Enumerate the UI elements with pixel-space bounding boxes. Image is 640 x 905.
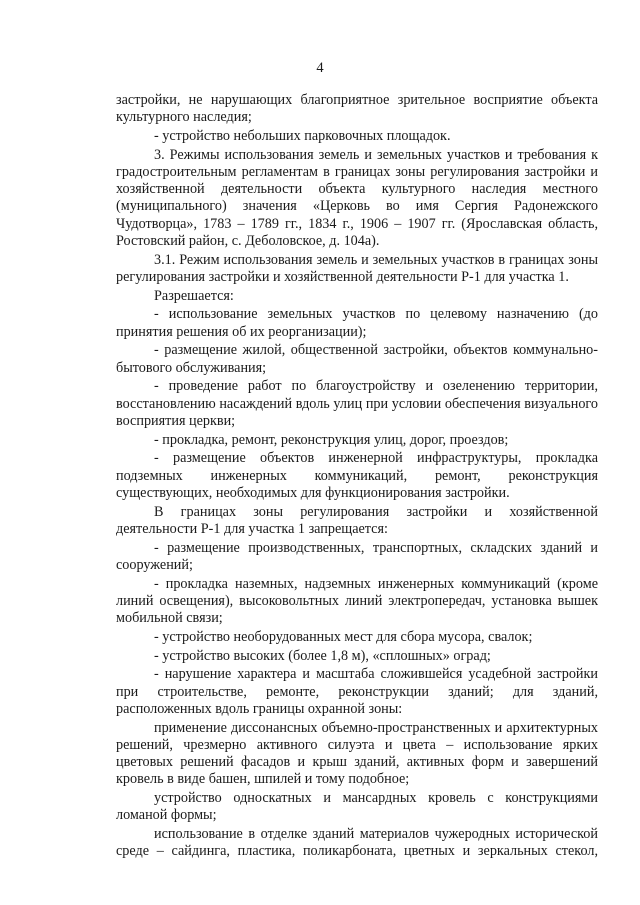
paragraph: - устройство высоких (более 1,8 м), «сплошных» оград; bbox=[154, 647, 491, 664]
page-number: 4 bbox=[316, 60, 324, 76]
paragraph: 3.1. Режим использования земель и земельных участков в границах зоны регулирования застройки и хозяйственной деятельности Р-1 для участка 1. bbox=[116, 251, 598, 285]
paragraph: - размещение производственных, транспортных, складских зданий и сооружений; bbox=[116, 539, 598, 573]
document-body bbox=[116, 92, 598, 862]
paragraph: - прокладка наземных, надземных инженерных коммуникаций (кроме линий освещения), высоковольтных линий электропередач, установка вышек мобильной связи; bbox=[116, 575, 598, 627]
paragraph: - нарушение характера и масштаба сложившейся усадебной застройки при строительстве, ремонте, реконструкции зданий; для зданий, расположенных вдоль границы охранной зоны: bbox=[116, 666, 598, 717]
paragraph: - проведение работ по благоустройству и озеленению территории, восстановлению насаждений вдоль улиц при условии обеспечения визуального восприятия церкви; bbox=[116, 378, 598, 429]
paragraph: - размещение жилой, общественной застройки, объектов коммунально-бытового обслуживания; bbox=[116, 342, 598, 376]
paragraph: 3. Режимы использования земель и земельных участков и требования к градостроительным регламентам в границах зоны регулирования застройки и хозяйственной деятельности объекта культурного наследия местного (муниципального) значения «Церковь во имя Сергия Радонежского Чудотворца», 1783 – 1789 гг., 1834 г., 1906 – 1907 гг. (Ярославская область, Ростовский район, с. Деболовское, д. 104а). bbox=[116, 146, 598, 249]
paragraph: - прокладка, ремонт, реконструкция улиц, дорог, проездов; bbox=[154, 431, 509, 448]
paragraph: Разрешается: bbox=[154, 287, 234, 304]
paragraph: устройство односкатных и мансардных кровель с конструкциями ломаной формы; bbox=[116, 790, 598, 824]
paragraph: застройки, не нарушающих благоприятное зрительное восприятие объекта культурного наследия; bbox=[116, 92, 598, 126]
paragraph: - устройство необорудованных мест для сбора мусора, свалок; bbox=[154, 628, 533, 645]
paragraph: В границах зоны регулирования застройки и хозяйственной деятельности Р-1 для участка 1 запрещается: bbox=[116, 503, 598, 537]
paragraph: применение диссонансных объемно-пространственных и архитектурных решений, чрезмерно активного силуэта и цвета – использование ярких цветовых решений фасадов и крыш зданий, активных форм и завершений кровель в виде башен, шпилей и тому подобное; bbox=[116, 719, 598, 788]
paragraph: - устройство небольших парковочных площадок. bbox=[154, 128, 451, 144]
paragraph: использование в отделке зданий материалов чужеродных исторической среде – сайдинга, пластика, поликарбоната, цветных и зеркальных стекол, bbox=[116, 826, 598, 860]
paragraph: - использование земельных участков по целевому назначению (до принятия решения об их реорганизации); bbox=[116, 306, 598, 340]
paragraph: - размещение объектов инженерной инфраструктуры, прокладка подземных инженерных коммуникаций, ремонт, реконструкция существующих, необходимых для функционирования застройки. bbox=[116, 450, 598, 501]
